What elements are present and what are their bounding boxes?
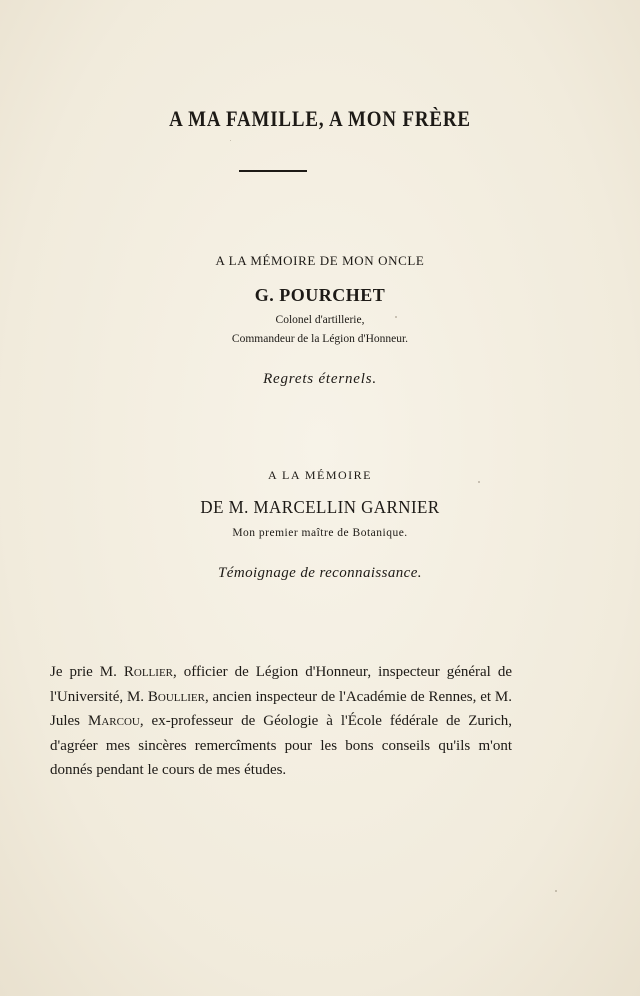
- paper-speck: [230, 140, 231, 141]
- ack-text-1: Je prie M.: [50, 664, 124, 680]
- ack-name-boullier: Boullier: [147, 688, 205, 705]
- memorial-sentiment-2: Témoignage de reconnaissance.: [218, 565, 422, 581]
- ack-text-2: , officier de Légion d'Honneur, inspecteur général de l'Université, M.: [50, 664, 512, 705]
- acknowledgment-paragraph: [50, 660, 512, 783]
- memorial-name-1: G. POURCHET: [254, 285, 386, 305]
- dedication-title: A MA FAMILLE, A MON FRÈRE: [169, 106, 471, 131]
- memorial-title-1-line-1: Colonel d'artillerie,: [275, 314, 365, 326]
- ack-name-rollier: Rollier: [123, 664, 173, 680]
- divider-rule: [239, 170, 307, 172]
- ack-text-4: , ex-professeur de Géologie à l'École fédérale de Zurich, d'agréer mes sincères remercîments pour les bons conseils qu'ils m'ont donnés pendant le cours de mes études.: [50, 713, 513, 779]
- ack-text-3: , ancien inspecteur de l'Académie de Rennes, et M. Jules: [50, 688, 512, 730]
- memorial-sentiment-1: Regrets éternels.: [263, 371, 377, 387]
- memorial-heading-2: A LA MÉMOIRE: [267, 468, 372, 482]
- memorial-name-2: DE M. MARCELLIN GARNIER: [200, 497, 440, 517]
- paper-speck: [478, 481, 480, 483]
- memorial-title-1-line-2: Commandeur de la Légion d'Honneur.: [231, 333, 409, 345]
- paper-speck: [555, 890, 557, 892]
- memorial-heading-1: A LA MÉMOIRE DE MON ONCLE: [215, 253, 425, 268]
- paper-speck: [395, 316, 397, 318]
- memorial-title-2: Mon premier maître de Botanique.: [232, 527, 408, 539]
- ack-name-marcou: Marcou: [87, 713, 140, 730]
